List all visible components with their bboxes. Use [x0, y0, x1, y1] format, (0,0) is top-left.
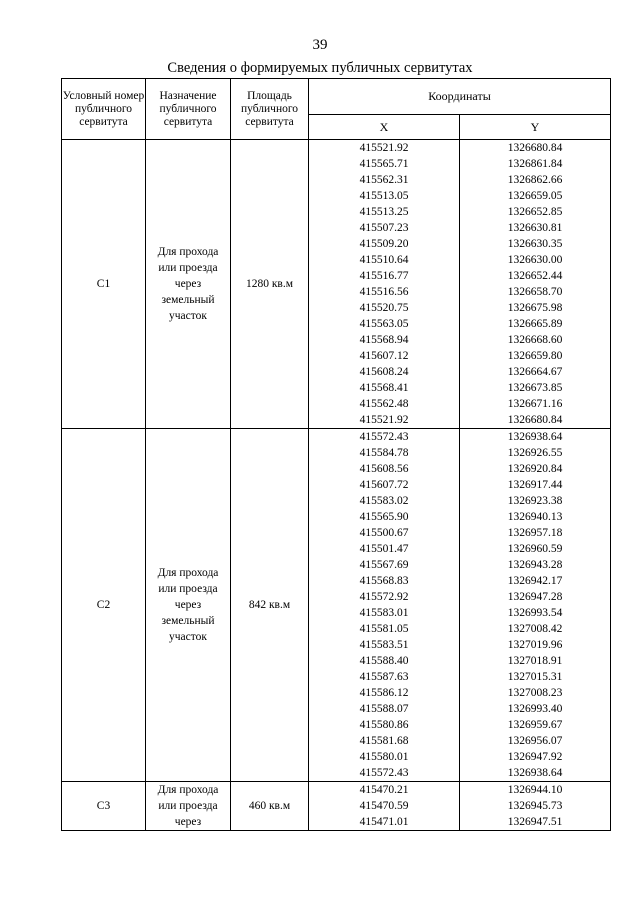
coord-y-cell: 1326862.66	[460, 172, 611, 188]
coord-y-cell: 1326944.10	[460, 782, 611, 799]
coord-x-cell: 415562.48	[309, 396, 460, 412]
coord-y-cell: 1326630.81	[460, 220, 611, 236]
coord-x-cell: 415507.23	[309, 220, 460, 236]
coord-y-cell: 1326926.55	[460, 445, 611, 461]
coord-x-cell: 415581.68	[309, 733, 460, 749]
coord-x-cell: 415516.56	[309, 284, 460, 300]
coord-y-cell: 1326673.85	[460, 380, 611, 396]
coord-x-cell: 415580.01	[309, 749, 460, 765]
coord-y-cell: 1326957.18	[460, 525, 611, 541]
coord-y-cell: 1326652.85	[460, 204, 611, 220]
coord-x-cell: 415509.20	[309, 236, 460, 252]
coord-y-cell: 1326917.44	[460, 477, 611, 493]
coord-y-cell: 1327015.31	[460, 669, 611, 685]
coord-x-cell: 415583.51	[309, 637, 460, 653]
coord-y-cell: 1326945.73	[460, 798, 611, 814]
table-row	[62, 429, 611, 446]
coord-y-cell: 1326668.60	[460, 332, 611, 348]
header-y: Y	[460, 115, 611, 140]
coord-y-cell: 1326920.84	[460, 461, 611, 477]
coord-x-cell: 415572.43	[309, 429, 460, 446]
coord-y-cell: 1326671.16	[460, 396, 611, 412]
header-x: X	[309, 115, 460, 140]
coord-y-cell: 1326630.35	[460, 236, 611, 252]
coord-x-cell: 415470.59	[309, 798, 460, 814]
coord-y-cell: 1326993.54	[460, 605, 611, 621]
coord-y-cell: 1326664.67	[460, 364, 611, 380]
coord-x-cell: 415586.12	[309, 685, 460, 701]
coord-y-cell: 1326680.84	[460, 412, 611, 429]
coord-y-cell: 1326659.05	[460, 188, 611, 204]
coord-x-cell: 415513.05	[309, 188, 460, 204]
servitudes-table-body	[62, 140, 611, 831]
servitude-code-cell: С3	[62, 782, 146, 831]
header-purpose: Назначение публичного сервитута	[146, 79, 231, 140]
coord-x-cell: 415500.67	[309, 525, 460, 541]
coord-y-cell: 1326938.64	[460, 765, 611, 782]
coord-x-cell: 415470.21	[309, 782, 460, 799]
servitudes-table	[61, 78, 611, 831]
coord-y-cell: 1326630.00	[460, 252, 611, 268]
coord-x-cell: 415521.92	[309, 140, 460, 157]
coord-x-cell: 415521.92	[309, 412, 460, 429]
servitude-area-cell: 1280 кв.м	[231, 140, 309, 429]
coord-x-cell: 415563.05	[309, 316, 460, 332]
coord-y-cell: 1326947.51	[460, 814, 611, 831]
coord-y-cell: 1327008.42	[460, 621, 611, 637]
servitude-purpose-cell: Для прохода или проезда через	[146, 782, 231, 831]
header-coordinates: Координаты	[309, 79, 611, 115]
coord-y-cell: 1326942.17	[460, 573, 611, 589]
coord-y-cell: 1326993.40	[460, 701, 611, 717]
coord-y-cell: 1326861.84	[460, 156, 611, 172]
coord-y-cell: 1326665.89	[460, 316, 611, 332]
coord-y-cell: 1326652.44	[460, 268, 611, 284]
coord-x-cell: 415588.40	[309, 653, 460, 669]
coord-x-cell: 415584.78	[309, 445, 460, 461]
coord-x-cell: 415565.71	[309, 156, 460, 172]
coord-y-cell: 1326947.92	[460, 749, 611, 765]
table-row	[62, 782, 611, 799]
coord-y-cell: 1326675.98	[460, 300, 611, 316]
coord-x-cell: 415516.77	[309, 268, 460, 284]
coord-y-cell: 1327018.91	[460, 653, 611, 669]
coord-x-cell: 415583.01	[309, 605, 460, 621]
coord-x-cell: 415572.43	[309, 765, 460, 782]
coord-x-cell: 415567.69	[309, 557, 460, 573]
coord-x-cell: 415608.24	[309, 364, 460, 380]
servitude-code-cell: С2	[62, 429, 146, 782]
coord-x-cell: 415471.01	[309, 814, 460, 831]
coord-x-cell: 415583.02	[309, 493, 460, 509]
coord-x-cell: 415565.90	[309, 509, 460, 525]
coord-y-cell: 1326959.67	[460, 717, 611, 733]
coord-x-cell: 415572.92	[309, 589, 460, 605]
coord-y-cell: 1326956.07	[460, 733, 611, 749]
header-area: Площадь публичного сервитута	[231, 79, 309, 140]
coord-x-cell: 415568.41	[309, 380, 460, 396]
servitude-code-cell: С1	[62, 140, 146, 429]
page-number: 39	[312, 37, 328, 53]
coord-x-cell: 415568.83	[309, 573, 460, 589]
coord-x-cell: 415510.64	[309, 252, 460, 268]
coord-y-cell: 1327008.23	[460, 685, 611, 701]
coord-x-cell: 415513.25	[309, 204, 460, 220]
coord-y-cell: 1326658.70	[460, 284, 611, 300]
servitude-purpose-cell: Для прохода или проезда через земельный участок	[146, 429, 231, 782]
header-code: Условный номер публичного сервитута	[62, 79, 146, 140]
coord-x-cell: 415581.05	[309, 621, 460, 637]
coord-x-cell: 415608.56	[309, 461, 460, 477]
coord-x-cell: 415588.07	[309, 701, 460, 717]
coord-y-cell: 1326940.13	[460, 509, 611, 525]
servitude-area-cell: 842 кв.м	[231, 429, 309, 782]
servitude-area-cell: 460 кв.м	[231, 782, 309, 831]
document-title: Сведения о формируемых публичных сервитутах	[167, 60, 473, 76]
coord-y-cell: 1326947.28	[460, 589, 611, 605]
coord-x-cell: 415520.75	[309, 300, 460, 316]
coord-x-cell: 415562.31	[309, 172, 460, 188]
coord-x-cell: 415607.72	[309, 477, 460, 493]
coord-x-cell: 415501.47	[309, 541, 460, 557]
coord-y-cell: 1326943.28	[460, 557, 611, 573]
coord-y-cell: 1327019.96	[460, 637, 611, 653]
coord-x-cell: 415580.86	[309, 717, 460, 733]
table-row	[62, 140, 611, 157]
servitude-purpose-cell: Для прохода или проезда через земельный участок	[146, 140, 231, 429]
coord-x-cell: 415568.94	[309, 332, 460, 348]
coord-y-cell: 1326659.80	[460, 348, 611, 364]
coord-x-cell: 415587.63	[309, 669, 460, 685]
coord-y-cell: 1326680.84	[460, 140, 611, 157]
coord-y-cell: 1326923.38	[460, 493, 611, 509]
coord-y-cell: 1326960.59	[460, 541, 611, 557]
coord-y-cell: 1326938.64	[460, 429, 611, 446]
coord-x-cell: 415607.12	[309, 348, 460, 364]
